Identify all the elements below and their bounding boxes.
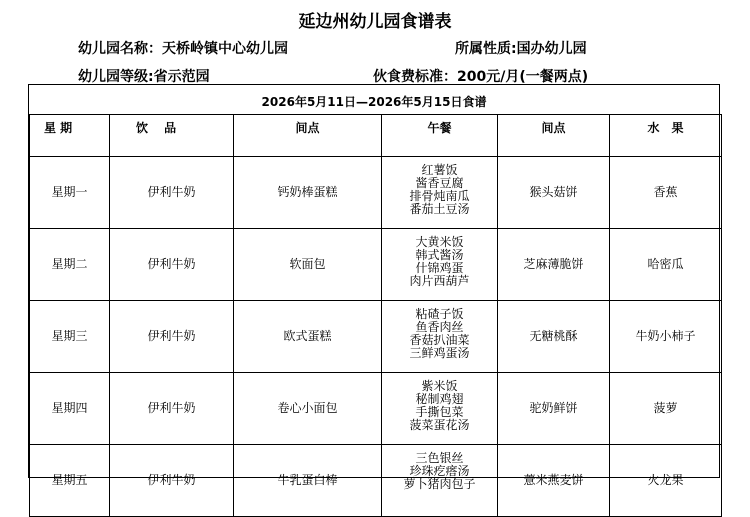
header-drink: 饮 品 <box>110 115 234 157</box>
lunch-dish: 香菇扒油菜 <box>409 333 470 347</box>
table-row <box>30 157 722 229</box>
morning-snack-cell: 卷心小面包 <box>234 373 382 445</box>
lunch-cell <box>382 157 498 229</box>
lunch-dish: 三色银丝 <box>415 451 464 465</box>
lunch-cell <box>382 229 498 301</box>
lunch-dish: 红薯饭 <box>421 163 458 177</box>
lunch-dish: 什锦鸡蛋 <box>415 261 464 275</box>
lunch-dish: 珍珠疙瘩汤 <box>409 464 470 478</box>
day-cell: 星期二 <box>30 229 110 301</box>
afternoon-snack-cell: 猴头菇饼 <box>498 157 610 229</box>
lunch-dish: 菠菜蛋花汤 <box>409 418 470 432</box>
afternoon-snack-cell: 无糖桃酥 <box>498 301 610 373</box>
menu-table <box>29 114 722 517</box>
table-row <box>30 301 722 373</box>
day-cell: 星期三 <box>30 301 110 373</box>
menu-period: 2026年5月11日—2026年5月15日食谱 <box>261 95 487 109</box>
lunch-dish: 韩式酱汤 <box>415 248 464 262</box>
lunch-dish: 大黄米饭 <box>415 235 464 249</box>
meal-fee-standard: 伙食费标准：200元/月(一餐两点) <box>373 69 589 85</box>
lunch-dish: 紫米饭 <box>421 379 458 393</box>
day-cell: 星期五 <box>30 445 110 517</box>
drink-cell: 伊利牛奶 <box>110 373 234 445</box>
day-cell: 星期一 <box>30 157 110 229</box>
header-day: 星 期 <box>30 115 110 157</box>
drink-cell: 伊利牛奶 <box>110 229 234 301</box>
lunch-dish: 番茄土豆汤 <box>409 202 470 216</box>
lunch-dish: 鱼香肉丝 <box>415 320 464 334</box>
header-fruit: 水 果 <box>610 115 722 157</box>
morning-snack-cell: 软面包 <box>234 229 382 301</box>
lunch-dish: 肉片西葫芦 <box>409 274 470 288</box>
table-row <box>30 229 722 301</box>
fruit-cell: 哈密瓜 <box>610 229 722 301</box>
lunch-dish: 粘碴子饭 <box>415 307 464 321</box>
header-morning-snack: 间点 <box>234 115 382 157</box>
drink-cell: 伊利牛奶 <box>110 157 234 229</box>
fruit-cell: 菠萝 <box>610 373 722 445</box>
page-title: 延边州幼儿园食谱表 <box>298 12 452 32</box>
morning-snack-cell: 欧式蛋糕 <box>234 301 382 373</box>
lunch-dish: 排骨炖南瓜 <box>409 189 470 203</box>
kindergarten-nature: 所属性质:国办幼儿园 <box>455 41 587 57</box>
lunch-cell <box>382 445 498 517</box>
day-cell: 星期四 <box>30 373 110 445</box>
lunch-cell <box>382 373 498 445</box>
morning-snack-cell: 钙奶棒蛋糕 <box>234 157 382 229</box>
afternoon-snack-cell: 芝麻薄脆饼 <box>498 229 610 301</box>
kindergarten-level: 幼儿园等级:省示范园 <box>78 69 210 85</box>
lunch-dish: 萝卜猪肉包子 <box>403 477 476 491</box>
morning-snack-cell: 牛乳蛋白棒 <box>234 445 382 517</box>
kindergarten-name: 幼儿园名称：天桥岭镇中心幼儿园 <box>78 41 288 57</box>
table-row <box>30 373 722 445</box>
header-afternoon-snack: 间点 <box>498 115 610 157</box>
table-row <box>30 445 722 517</box>
lunch-dish: 酱香豆腐 <box>415 176 464 190</box>
lunch-dish: 三鲜鸡蛋汤 <box>409 346 470 360</box>
drink-cell: 伊利牛奶 <box>110 301 234 373</box>
fruit-cell: 牛奶小柿子 <box>610 301 722 373</box>
table-header-row <box>30 115 722 157</box>
lunch-cell <box>382 301 498 373</box>
header-lunch: 午餐 <box>382 115 498 157</box>
drink-cell: 伊利牛奶 <box>110 445 234 517</box>
fruit-cell: 香蕉 <box>610 157 722 229</box>
afternoon-snack-cell: 薏米燕麦饼 <box>498 445 610 517</box>
lunch-dish: 手撕包菜 <box>415 405 464 419</box>
lunch-dish: 秘制鸡翅 <box>415 392 464 406</box>
afternoon-snack-cell: 驼奶鲜饼 <box>498 373 610 445</box>
fruit-cell: 火龙果 <box>610 445 722 517</box>
